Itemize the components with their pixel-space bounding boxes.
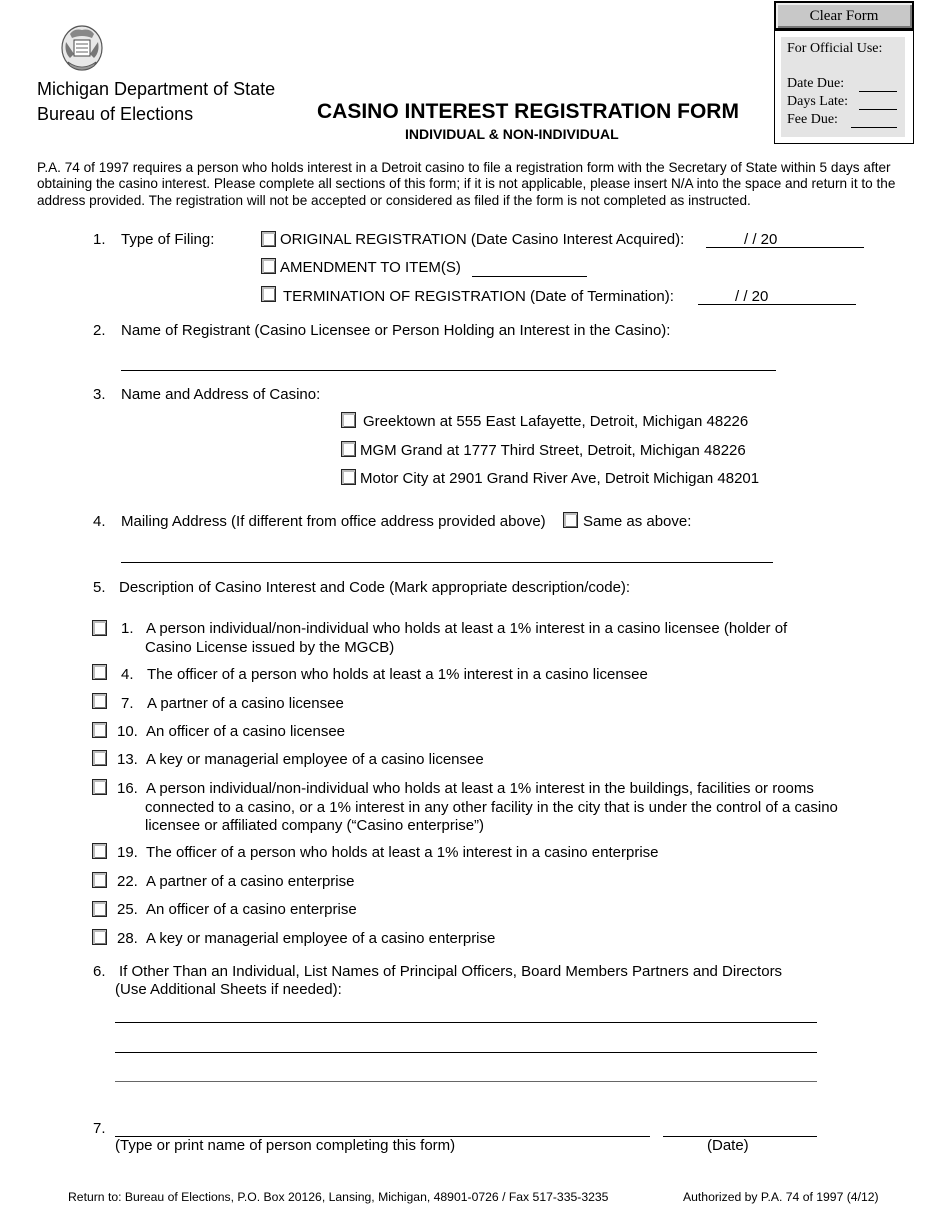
footer-return-address: Return to: Bureau of Elections, P.O. Box 20126, Lansing, Michigan, 48901-0726 / Fax 517-335-3235 bbox=[68, 1190, 609, 1204]
q1-label: Type of Filing: bbox=[121, 231, 215, 248]
q4-number: 4. bbox=[93, 513, 106, 530]
q7-number: 7. bbox=[93, 1120, 106, 1137]
completer-name-caption: (Type or print name of person completing this form) bbox=[115, 1137, 456, 1154]
code-16-description-cont2: licensee or affiliated company (“Casino enterprise”) bbox=[145, 817, 485, 834]
q5-number: 5. bbox=[93, 579, 106, 596]
code-19-description: The officer of a person who holds at least a 1% interest in a casino enterprise bbox=[146, 844, 659, 861]
clear-form-button[interactable]: Clear Form bbox=[774, 1, 914, 30]
greektown-label: Greektown at 555 East Lafayette, Detroit, Michigan 48226 bbox=[363, 413, 749, 430]
code-16-number: 16. bbox=[117, 780, 138, 797]
same-as-above-label: Same as above: bbox=[583, 513, 692, 530]
code-25-number: 25. bbox=[117, 901, 138, 918]
q3-label: Name and Address of Casino: bbox=[121, 386, 321, 403]
code-7-number: 7. bbox=[121, 695, 134, 712]
amendment-checkbox[interactable] bbox=[261, 258, 276, 274]
termination-date-template: / / 20 bbox=[735, 288, 769, 305]
date-due-field[interactable] bbox=[859, 77, 897, 92]
code-4-checkbox[interactable] bbox=[92, 664, 107, 680]
amendment-label: AMENDMENT TO ITEM(S) bbox=[280, 259, 461, 276]
days-late-field[interactable] bbox=[859, 95, 897, 110]
fee-due-label: Fee Due: bbox=[787, 112, 838, 127]
code-22-number: 22. bbox=[117, 873, 138, 890]
officers-line-3[interactable] bbox=[115, 1063, 817, 1082]
q1-number: 1. bbox=[93, 231, 106, 248]
greektown-checkbox[interactable] bbox=[341, 412, 356, 428]
completer-name-field[interactable] bbox=[115, 1118, 650, 1137]
code-10-number: 10. bbox=[117, 723, 138, 740]
code-28-number: 28. bbox=[117, 930, 138, 947]
mgm-grand-label: MGM Grand at 1777 Third Street, Detroit, Michigan 48226 bbox=[360, 442, 746, 459]
form-title: CASINO INTEREST REGISTRATION FORM bbox=[317, 100, 739, 123]
q4-label: Mailing Address (If different from office address provided above) bbox=[121, 513, 546, 530]
michigan-state-seal-icon bbox=[58, 24, 106, 76]
code-7-description: A partner of a casino licensee bbox=[147, 695, 344, 712]
code-19-number: 19. bbox=[117, 844, 138, 861]
days-late-label: Days Late: bbox=[787, 94, 849, 109]
completion-date-caption: (Date) bbox=[707, 1137, 749, 1154]
same-as-above-checkbox[interactable] bbox=[563, 512, 578, 528]
code-28-description: A key or managerial employee of a casino enterprise bbox=[146, 930, 496, 947]
code-13-description: A key or managerial employee of a casino licensee bbox=[146, 751, 484, 768]
code-16-description: A person individual/non-individual who holds at least a 1% interest in the buildings, facilities or rooms bbox=[146, 780, 814, 797]
code-1-description-cont: Casino License issued by the MGCB) bbox=[145, 639, 395, 656]
code-10-checkbox[interactable] bbox=[92, 722, 107, 738]
official-use-heading: For Official Use: bbox=[787, 41, 883, 56]
amendment-items-field[interactable] bbox=[472, 258, 587, 277]
original-date-template: / / 20 bbox=[744, 231, 778, 248]
code-10-description: An officer of a casino licensee bbox=[146, 723, 346, 740]
code-28-checkbox[interactable] bbox=[92, 929, 107, 945]
code-25-description: An officer of a casino enterprise bbox=[146, 901, 357, 918]
registrant-name-field[interactable] bbox=[121, 352, 776, 371]
code-1-number: 1. bbox=[121, 620, 134, 637]
code-16-description-cont: connected to a casino, or a 1% interest in any other facility in the city that is under the control of a casino bbox=[145, 799, 838, 816]
mgm-grand-checkbox[interactable] bbox=[341, 441, 356, 457]
intro-paragraph: P.A. 74 of 1997 requires a person who holds interest in a Detroit casino to file a registration form with the Secretary of State within 5 days after obtaining the casino interest. Please complete all sections of this form; if it is not applicable, please insert N/A into the space and return it to the address provided. The registration will not be accepted or considered as filed if the form is not completed as instructed. bbox=[37, 160, 896, 208]
original-registration-label: ORIGINAL REGISTRATION (Date Casino Interest Acquired): bbox=[280, 231, 685, 248]
q3-number: 3. bbox=[93, 386, 106, 403]
q2-label: Name of Registrant (Casino Licensee or Person Holding an Interest in the Casino): bbox=[121, 322, 671, 339]
completion-date-field[interactable] bbox=[663, 1118, 817, 1137]
code-25-checkbox[interactable] bbox=[92, 901, 107, 917]
footer-authorization: Authorized by P.A. 74 of 1997 (4/12) bbox=[683, 1190, 879, 1204]
code-1-checkbox[interactable] bbox=[92, 620, 107, 636]
code-19-checkbox[interactable] bbox=[92, 843, 107, 859]
code-22-checkbox[interactable] bbox=[92, 872, 107, 888]
code-13-number: 13. bbox=[117, 751, 138, 768]
bureau-name: Bureau of Elections bbox=[37, 104, 194, 124]
q2-number: 2. bbox=[93, 322, 106, 339]
original-registration-checkbox[interactable] bbox=[261, 231, 276, 247]
code-16-checkbox[interactable] bbox=[92, 779, 107, 795]
officers-line-1[interactable] bbox=[115, 1004, 817, 1023]
code-7-checkbox[interactable] bbox=[92, 693, 107, 709]
code-4-number: 4. bbox=[121, 666, 134, 683]
motor-city-label: Motor City at 2901 Grand River Ave, Detroit Michigan 48201 bbox=[360, 470, 760, 487]
q6-label-cont: (Use Additional Sheets if needed): bbox=[115, 981, 342, 998]
mailing-address-field[interactable] bbox=[121, 544, 773, 563]
motor-city-checkbox[interactable] bbox=[341, 469, 356, 485]
form-subtitle: INDIVIDUAL & NON-INDIVIDUAL bbox=[405, 126, 619, 142]
fee-due-field[interactable] bbox=[851, 113, 897, 128]
code-22-description: A partner of a casino enterprise bbox=[146, 873, 355, 890]
date-due-label: Date Due: bbox=[787, 76, 845, 91]
code-13-checkbox[interactable] bbox=[92, 750, 107, 766]
q6-label: If Other Than an Individual, List Names of Principal Officers, Board Members Partners and Directors bbox=[119, 963, 783, 980]
termination-date-field[interactable] bbox=[698, 286, 856, 305]
q5-label: Description of Casino Interest and Code (Mark appropriate description/code): bbox=[119, 579, 631, 596]
q6-number: 6. bbox=[93, 963, 106, 980]
original-date-field[interactable] bbox=[706, 229, 864, 248]
department-name: Michigan Department of State bbox=[37, 79, 276, 99]
termination-checkbox[interactable] bbox=[261, 286, 276, 302]
termination-label: TERMINATION OF REGISTRATION (Date of Termination): bbox=[283, 288, 674, 305]
official-use-panel bbox=[781, 37, 905, 137]
code-4-description: The officer of a person who holds at least a 1% interest in a casino licensee bbox=[147, 666, 648, 683]
official-use-box bbox=[774, 30, 914, 144]
code-1-description: A person individual/non-individual who holds at least a 1% interest in a casino licensee (holder of bbox=[146, 620, 788, 637]
officers-line-2[interactable] bbox=[115, 1034, 817, 1053]
